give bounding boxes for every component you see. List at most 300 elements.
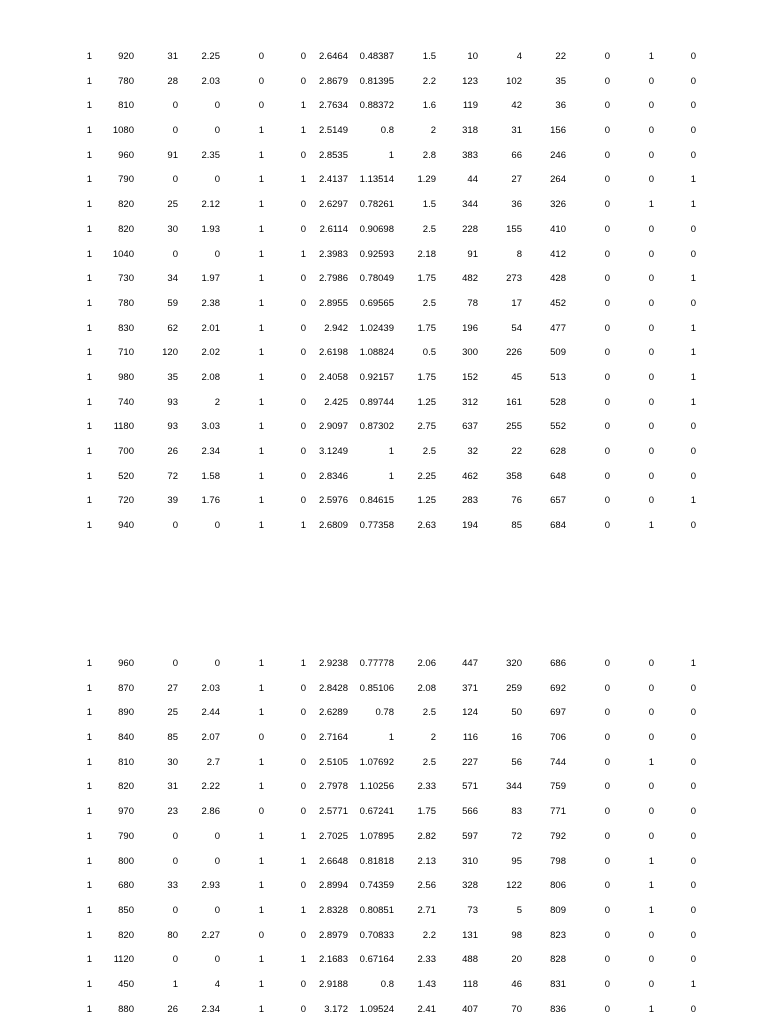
table-cell: 0 xyxy=(258,806,264,818)
table-cell: 2.5 xyxy=(422,756,436,768)
table-cell: 122 xyxy=(506,880,522,892)
table-cell: 0 xyxy=(172,174,178,186)
table-cell: 1 xyxy=(648,880,654,892)
table-cell: 0 xyxy=(214,830,220,842)
table-cell: 0 xyxy=(648,125,654,137)
table-cell: 0 xyxy=(172,520,178,532)
table-row xyxy=(0,469,768,494)
table-cell: 850 xyxy=(118,904,134,916)
table-cell: 1 xyxy=(690,322,696,334)
table-cell: 2.8979 xyxy=(318,929,348,941)
table-cell: 0.48387 xyxy=(359,51,394,62)
table-cell: 80 xyxy=(167,929,178,941)
table-cell: 1 xyxy=(86,732,92,744)
table-cell: 1 xyxy=(258,149,264,161)
table-cell: 0.87302 xyxy=(359,421,394,433)
table-cell: 78 xyxy=(467,297,478,309)
table-cell: 0 xyxy=(648,470,654,482)
table-row xyxy=(0,148,768,173)
table-cell: 1 xyxy=(86,1003,92,1015)
table-cell: 1 xyxy=(86,830,92,842)
table-cell: 27 xyxy=(511,174,522,186)
table-row xyxy=(0,854,768,879)
table-cell: 1 xyxy=(300,100,306,112)
table-cell: 131 xyxy=(462,929,478,941)
table-cell: 1 xyxy=(258,707,264,719)
table-cell: 22 xyxy=(555,51,566,62)
table-cell: 823 xyxy=(550,929,566,941)
table-cell: 0 xyxy=(604,781,610,793)
table-row xyxy=(0,977,768,1002)
table-cell: 50 xyxy=(511,707,522,719)
table-cell: 2.93 xyxy=(201,880,220,892)
table-row xyxy=(0,730,768,755)
table-cell: 2 xyxy=(430,125,436,137)
table-cell: 1 xyxy=(648,756,654,768)
table-cell: 528 xyxy=(550,396,566,408)
table-cell: 0 xyxy=(258,75,264,87)
table-cell: 0 xyxy=(214,174,220,186)
table-cell: 1 xyxy=(258,1003,264,1015)
table-cell: 0 xyxy=(214,855,220,867)
table-cell: 1120 xyxy=(113,954,134,966)
table-cell: 0 xyxy=(648,174,654,186)
table-cell: 0 xyxy=(604,756,610,768)
table-cell: 920 xyxy=(118,51,134,62)
table-cell: 2.8428 xyxy=(318,682,348,694)
table-row xyxy=(0,321,768,346)
table-cell: 20 xyxy=(511,954,522,966)
table-cell: 428 xyxy=(550,273,566,285)
table-cell: 810 xyxy=(118,100,134,112)
table-cell: 836 xyxy=(550,1003,566,1015)
table-cell: 0 xyxy=(604,732,610,744)
table-cell: 1.93 xyxy=(201,223,220,235)
table-cell: 1 xyxy=(690,978,696,990)
table-cell: 2.27 xyxy=(201,929,220,941)
table-cell: 371 xyxy=(462,682,478,694)
table-cell: 1 xyxy=(648,855,654,867)
table-cell: 1 xyxy=(86,223,92,235)
table-cell: 2.03 xyxy=(201,682,220,694)
table-row xyxy=(0,705,768,730)
table-cell: 412 xyxy=(550,248,566,260)
table-cell: 36 xyxy=(511,199,522,211)
table-cell: 0 xyxy=(300,51,306,62)
table-cell: 0 xyxy=(604,929,610,941)
table-cell: 890 xyxy=(118,707,134,719)
table-cell: 0 xyxy=(690,806,696,818)
table-cell: 0.92157 xyxy=(359,371,394,383)
table-cell: 1 xyxy=(648,904,654,916)
table-cell: 1.5 xyxy=(422,51,436,62)
table-cell: 780 xyxy=(118,297,134,309)
table-cell: 83 xyxy=(511,806,522,818)
table-cell: 1 xyxy=(86,396,92,408)
table-cell: 196 xyxy=(462,322,478,334)
table-cell: 0 xyxy=(604,658,610,669)
table-cell: 0 xyxy=(604,322,610,334)
table-cell: 1 xyxy=(86,322,92,334)
table-cell: 0 xyxy=(214,658,220,669)
table-cell: 2 xyxy=(430,732,436,744)
table-cell: 2.41 xyxy=(417,1003,436,1015)
table-cell: 828 xyxy=(550,954,566,966)
table-cell: 119 xyxy=(462,100,478,112)
table-cell: 1 xyxy=(86,446,92,457)
table-cell: 5 xyxy=(516,904,522,916)
table-cell: 1 xyxy=(258,446,264,457)
table-cell: 1 xyxy=(86,495,92,507)
table-cell: 2.82 xyxy=(417,830,436,842)
table-cell: 1.75 xyxy=(417,371,436,383)
table-cell: 1 xyxy=(648,1003,654,1015)
table-cell: 0 xyxy=(690,855,696,867)
table-cell: 1 xyxy=(258,978,264,990)
table-cell: 1 xyxy=(86,904,92,916)
table-cell: 0 xyxy=(648,322,654,334)
table-cell: 0.67241 xyxy=(359,806,394,818)
table-cell: 1 xyxy=(648,520,654,532)
table-cell: 35 xyxy=(555,75,566,87)
table-cell: 2.6464 xyxy=(318,51,348,62)
table-cell: 93 xyxy=(167,396,178,408)
table-cell: 2.01 xyxy=(201,322,220,334)
table-cell: 2.34 xyxy=(201,1003,220,1015)
table-cell: 31 xyxy=(167,781,178,793)
table-cell: 0 xyxy=(258,51,264,62)
table-cell: 1.07895 xyxy=(359,830,394,842)
table-cell: 0 xyxy=(648,297,654,309)
table-cell: 2.2 xyxy=(422,929,436,941)
table-cell: 806 xyxy=(550,880,566,892)
table-cell: 0 xyxy=(300,978,306,990)
table-cell: 0 xyxy=(172,904,178,916)
table-cell: 2.5 xyxy=(422,223,436,235)
table-cell: 2.2 xyxy=(422,75,436,87)
table-cell: 300 xyxy=(462,347,478,359)
table-cell: 0.69565 xyxy=(359,297,394,309)
table-cell: 1 xyxy=(258,904,264,916)
table-cell: 85 xyxy=(511,520,522,532)
table-cell: 1 xyxy=(86,75,92,87)
table-cell: 1080 xyxy=(112,125,134,137)
table-cell: 1 xyxy=(690,174,696,186)
table-cell: 0 xyxy=(300,396,306,408)
table-cell: 692 xyxy=(550,682,566,694)
table-cell: 0 xyxy=(604,51,610,62)
table-cell: 2.71 xyxy=(417,904,436,916)
table-cell: 1 xyxy=(690,347,696,359)
table-cell: 450 xyxy=(118,978,134,990)
table-cell: 246 xyxy=(550,149,566,161)
table-cell: 62 xyxy=(167,322,178,334)
table-cell: 2.942 xyxy=(324,322,348,334)
table-cell: 1 xyxy=(258,347,264,359)
table-cell: 45 xyxy=(511,371,522,383)
table-cell: 1 xyxy=(690,371,696,383)
table-cell: 1 xyxy=(690,273,696,285)
table-cell: 0 xyxy=(604,297,610,309)
table-cell: 0 xyxy=(690,756,696,768)
table-cell: 0.77778 xyxy=(359,658,394,669)
table-cell: 1 xyxy=(86,100,92,112)
table-cell: 1 xyxy=(86,929,92,941)
table-cell: 2.7025 xyxy=(318,830,348,842)
table-cell: 0 xyxy=(214,904,220,916)
table-cell: 0 xyxy=(258,732,264,744)
table-cell: 2.03 xyxy=(201,75,220,87)
table-cell: 2.8346 xyxy=(318,470,348,482)
table-cell: 407 xyxy=(462,1003,478,1015)
table-cell: 0 xyxy=(604,149,610,161)
table-cell: 2.6809 xyxy=(318,520,348,532)
table-cell: 22 xyxy=(511,446,522,457)
table-cell: 1.25 xyxy=(417,396,436,408)
table-cell: 1 xyxy=(86,781,92,793)
table-cell: 0 xyxy=(648,347,654,359)
table-cell: 840 xyxy=(118,732,134,744)
table-cell: 0 xyxy=(690,75,696,87)
table-cell: 0 xyxy=(604,421,610,433)
table-row xyxy=(0,878,768,903)
table-cell: 0 xyxy=(300,273,306,285)
table-cell: 0 xyxy=(648,978,654,990)
table-cell: 0 xyxy=(258,100,264,112)
table-cell: 0 xyxy=(690,223,696,235)
table-cell: 0 xyxy=(690,248,696,260)
table-cell: 1.29 xyxy=(417,174,436,186)
table-cell: 0 xyxy=(300,1003,306,1015)
table-row xyxy=(0,271,768,296)
table-cell: 23 xyxy=(167,806,178,818)
table-row xyxy=(0,681,768,706)
table-cell: 1 xyxy=(690,495,696,507)
table-cell: 1 xyxy=(86,978,92,990)
table-cell: 740 xyxy=(118,396,134,408)
table-cell: 1 xyxy=(86,51,92,62)
table-cell: 700 xyxy=(118,446,134,457)
table-row xyxy=(0,247,768,272)
table-cell: 960 xyxy=(118,149,134,161)
table-cell: 283 xyxy=(462,495,478,507)
table-cell: 720 xyxy=(118,495,134,507)
table-cell: 1 xyxy=(690,199,696,211)
table-cell: 1 xyxy=(300,520,306,532)
table-cell: 2.6297 xyxy=(318,199,348,211)
table-cell: 1 xyxy=(86,470,92,482)
data-table-block-2 xyxy=(0,656,768,1026)
table-cell: 0 xyxy=(604,75,610,87)
table-cell: 730 xyxy=(118,273,134,285)
table-cell: 39 xyxy=(167,495,178,507)
table-cell: 1 xyxy=(258,470,264,482)
table-cell: 34 xyxy=(167,273,178,285)
table-cell: 0.77358 xyxy=(359,520,394,532)
table-cell: 0 xyxy=(604,520,610,532)
table-cell: 0 xyxy=(690,732,696,744)
table-cell: 447 xyxy=(462,658,478,669)
table-cell: 1 xyxy=(258,322,264,334)
table-cell: 970 xyxy=(118,806,134,818)
table-cell: 0 xyxy=(300,880,306,892)
table-cell: 1 xyxy=(86,371,92,383)
table-cell: 2.08 xyxy=(201,371,220,383)
table-cell: 17 xyxy=(511,297,522,309)
table-cell: 1.76 xyxy=(201,495,220,507)
table-cell: 2.25 xyxy=(417,470,436,482)
table-cell: 686 xyxy=(550,658,566,669)
table-row xyxy=(0,493,768,518)
table-cell: 0 xyxy=(214,100,220,112)
table-cell: 0 xyxy=(648,495,654,507)
table-cell: 800 xyxy=(118,855,134,867)
table-cell: 2.35 xyxy=(201,149,220,161)
table-cell: 820 xyxy=(118,781,134,793)
table-cell: 0 xyxy=(300,495,306,507)
table-cell: 831 xyxy=(550,978,566,990)
table-cell: 1 xyxy=(258,125,264,137)
table-cell: 628 xyxy=(550,446,566,457)
table-cell: 2.44 xyxy=(201,707,220,719)
table-cell: 790 xyxy=(118,174,134,186)
table-row xyxy=(0,74,768,99)
data-table-block-1 xyxy=(0,49,768,543)
table-cell: 1 xyxy=(258,223,264,235)
table-cell: 2.5976 xyxy=(318,495,348,507)
table-cell: 93 xyxy=(167,421,178,433)
table-cell: 328 xyxy=(462,880,478,892)
table-cell: 462 xyxy=(462,470,478,482)
table-cell: 0 xyxy=(690,880,696,892)
table-cell: 0 xyxy=(172,100,178,112)
table-cell: 1.75 xyxy=(417,322,436,334)
table-cell: 2.8679 xyxy=(318,75,348,87)
table-cell: 0 xyxy=(604,954,610,966)
table-cell: 226 xyxy=(506,347,522,359)
table-cell: 2.9188 xyxy=(318,978,348,990)
table-cell: 477 xyxy=(550,322,566,334)
table-cell: 2.5105 xyxy=(318,756,348,768)
table-cell: 960 xyxy=(118,658,134,669)
table-cell: 25 xyxy=(167,707,178,719)
table-cell: 1 xyxy=(86,756,92,768)
table-cell: 0 xyxy=(300,421,306,433)
table-cell: 2.07 xyxy=(201,732,220,744)
table-row xyxy=(0,755,768,780)
table-cell: 2.9097 xyxy=(318,421,348,433)
table-cell: 255 xyxy=(506,421,522,433)
table-cell: 1 xyxy=(648,199,654,211)
table-row xyxy=(0,903,768,928)
table-cell: 0 xyxy=(604,371,610,383)
table-cell: 124 xyxy=(462,707,478,719)
table-cell: 0 xyxy=(300,732,306,744)
table-cell: 0 xyxy=(604,174,610,186)
table-cell: 2.3983 xyxy=(318,248,348,260)
table-cell: 85 xyxy=(167,732,178,744)
table-cell: 44 xyxy=(467,174,478,186)
table-cell: 1 xyxy=(86,273,92,285)
table-cell: 0 xyxy=(648,707,654,719)
table-cell: 1.08824 xyxy=(359,347,394,359)
table-cell: 228 xyxy=(462,223,478,235)
table-cell: 1 xyxy=(300,125,306,137)
table-cell: 0 xyxy=(648,682,654,694)
table-cell: 0 xyxy=(648,830,654,842)
table-row xyxy=(0,172,768,197)
table-cell: 42 xyxy=(511,100,522,112)
table-cell: 0 xyxy=(604,855,610,867)
table-cell: 2.5 xyxy=(422,707,436,719)
table-cell: 2.38 xyxy=(201,297,220,309)
table-cell: 1 xyxy=(86,806,92,818)
table-cell: 227 xyxy=(462,756,478,768)
table-cell: 26 xyxy=(167,1003,178,1015)
table-cell: 8 xyxy=(516,248,522,260)
table-row xyxy=(0,829,768,854)
table-cell: 980 xyxy=(118,371,134,383)
table-cell: 2.12 xyxy=(201,199,220,211)
table-cell: 0 xyxy=(648,149,654,161)
table-cell: 1 xyxy=(258,855,264,867)
table-cell: 2.33 xyxy=(417,954,436,966)
table-cell: 31 xyxy=(167,51,178,62)
table-cell: 0.89744 xyxy=(359,396,394,408)
table-cell: 0.88372 xyxy=(359,100,394,112)
table-cell: 0 xyxy=(690,929,696,941)
table-cell: 0 xyxy=(648,446,654,457)
table-cell: 1 xyxy=(258,421,264,433)
table-cell: 152 xyxy=(462,371,478,383)
table-cell: 0 xyxy=(604,707,610,719)
table-cell: 0 xyxy=(690,100,696,112)
table-cell: 0 xyxy=(690,781,696,793)
table-cell: 0 xyxy=(172,658,178,669)
table-cell: 0 xyxy=(172,830,178,842)
table-cell: 2.8 xyxy=(422,149,436,161)
table-cell: 0.74359 xyxy=(359,880,394,892)
table-cell: 1 xyxy=(300,658,306,669)
table-cell: 27 xyxy=(167,682,178,694)
table-cell: 0 xyxy=(690,149,696,161)
table-cell: 2.6198 xyxy=(318,347,348,359)
table-cell: 2.18 xyxy=(417,248,436,260)
table-cell: 1.75 xyxy=(417,273,436,285)
table-cell: 1 xyxy=(172,978,178,990)
table-cell: 2.9238 xyxy=(318,658,348,669)
table-cell: 1 xyxy=(258,781,264,793)
table-cell: 33 xyxy=(167,880,178,892)
table-cell: 0 xyxy=(300,707,306,719)
table-cell: 0 xyxy=(604,248,610,260)
table-cell: 940 xyxy=(118,520,134,532)
table-cell: 2.08 xyxy=(417,682,436,694)
table-cell: 2.7164 xyxy=(318,732,348,744)
table-cell: 820 xyxy=(118,199,134,211)
table-cell: 310 xyxy=(462,855,478,867)
table-cell: 1 xyxy=(258,880,264,892)
table-cell: 0 xyxy=(604,273,610,285)
table-cell: 0 xyxy=(300,470,306,482)
table-cell: 792 xyxy=(550,830,566,842)
table-cell: 780 xyxy=(118,75,134,87)
table-cell: 0 xyxy=(604,125,610,137)
table-cell: 0 xyxy=(604,100,610,112)
table-cell: 1.43 xyxy=(417,978,436,990)
table-cell: 1 xyxy=(86,297,92,309)
table-cell: 0 xyxy=(172,125,178,137)
